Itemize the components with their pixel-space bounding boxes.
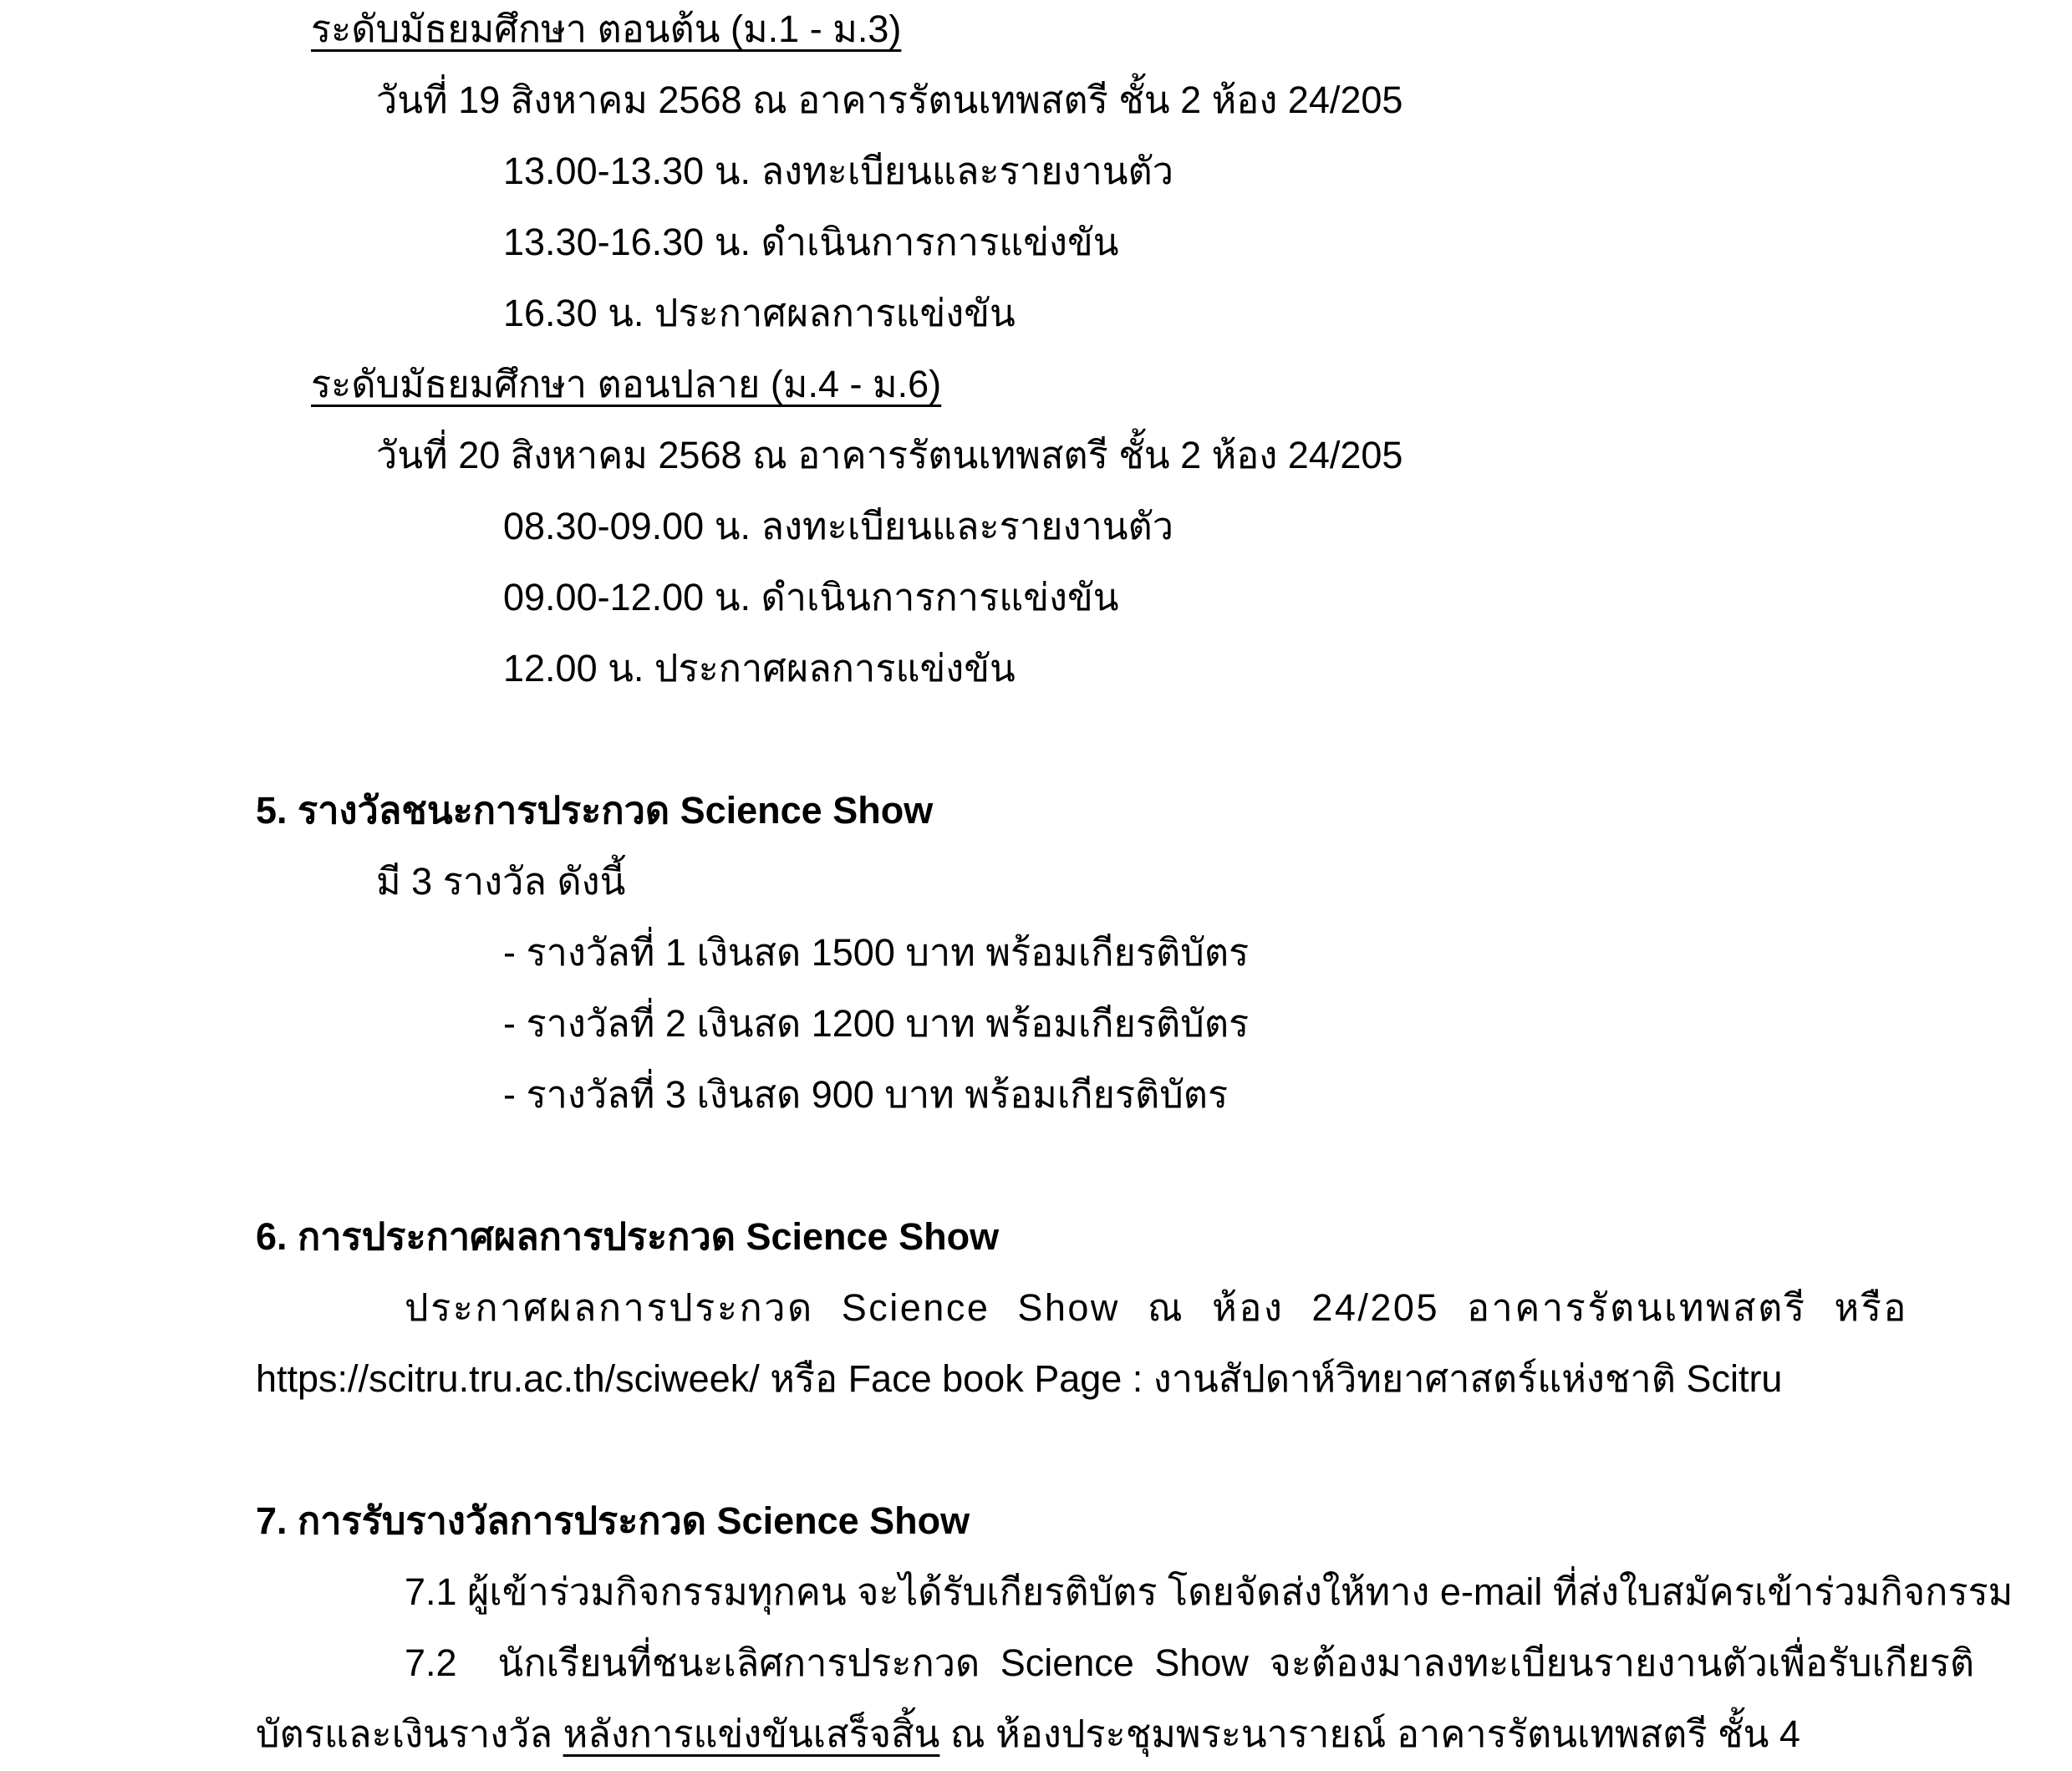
- senior-time-registration: 08.30-09.00 น. ลงทะเบียนและรายงานตัว: [503, 505, 1173, 547]
- junior-time-registration: 13.00-13.30 น. ลงทะเบียนและรายงานตัว: [503, 150, 1173, 192]
- senior-level-heading-text: ระดับมัธยมศึกษา ตอนปลาย (ม.4 - ม.6): [311, 363, 942, 405]
- section-7-item-7-2-line-2: [256, 1698, 2072, 1769]
- spacer: [0, 1130, 2072, 1201]
- section-6-body-line-1: ประกาศผลการประกวด Science Show ณ ห้อง 24/205 อาคารรัตนเทพสตรี หรือ: [405, 1286, 1908, 1329]
- section-7-item-7-1: 7.1 ผู้เข้าร่วมกิจกรรมทุกคน จะได้รับเกียรติบัตร โดยจัดส่งให้ทาง e-mail ที่ส่งใบสมัครเข้าร่วมกิจกรรม: [405, 1570, 2013, 1613]
- senior-date-line: วันที่ 20 สิงหาคม 2568 ณ อาคารรัตนเทพสตรี ชั้น 2 ห้อง 24/205: [376, 434, 1403, 476]
- junior-date-line: วันที่ 19 สิงหาคม 2568 ณ อาคารรัตนเทพสตรี ชั้น 2 ห้อง 24/205: [376, 79, 1403, 121]
- prize-item-3: - รางวัลที่ 3 เงินสด 900 บาท พร้อมเกียรติบัตร: [503, 1073, 1229, 1116]
- section-6-body-line-2: https://scitru.tru.ac.th/sciweek/ หรือ Face book Page : งานสัปดาห์วิทยาศาสตร์แห่งชาติ Scitru: [256, 1357, 1783, 1400]
- section-5-heading: 5. รางวัลชนะการประกวด Science Show: [256, 789, 934, 832]
- senior-level-heading: [311, 349, 2072, 420]
- junior-level-heading-text: ระดับมัธยมศึกษา ตอนต้น (ม.1 - ม.3): [311, 8, 902, 50]
- section-6-heading: 6. การประกาศผลการประกวด Science Show: [256, 1215, 1000, 1258]
- senior-time-results: 12.00 น. ประกาศผลการแข่งขัน: [503, 647, 1016, 690]
- senior-time-competition: 09.00-12.00 น. ดำเนินการการแข่งขัน: [503, 576, 1119, 618]
- section-7-heading: 7. การรับรางวัลการประกวด Science Show: [256, 1499, 970, 1542]
- prize-item-1: - รางวัลที่ 1 เงินสด 1500 บาท พร้อมเกียรติบัตร: [503, 931, 1250, 974]
- junior-level-heading: [311, 0, 2072, 64]
- section-5-intro: มี 3 รางวัล ดังนี้: [376, 860, 626, 903]
- junior-time-results: 16.30 น. ประกาศผลการแข่งขัน: [503, 292, 1016, 334]
- section-7-item-7-2-line-1: 7.2 นักเรียนที่ชนะเลิศการประกวด Science Show จะต้องมาลงทะเบียนรายงานตัวเพื่อรับเกียรติ: [405, 1641, 1975, 1684]
- item-7-2-line-2-suffix: ณ ห้องประชุมพระนารายณ์ อาคารรัตนเทพสตรี ชั้น 4: [939, 1712, 1800, 1755]
- spacer: [0, 704, 2072, 775]
- prize-item-2: - รางวัลที่ 2 เงินสด 1200 บาท พร้อมเกียรติบัตร: [503, 1002, 1250, 1045]
- item-7-2-line-2-underlined-phrase: หลังการแข่งขันเสร็จสิ้น: [563, 1712, 940, 1755]
- spacer: [0, 1414, 2072, 1485]
- junior-time-competition: 13.30-16.30 น. ดำเนินการการแข่งขัน: [503, 221, 1119, 263]
- item-7-2-line-2-prefix: บัตรและเงินรางวัล: [256, 1712, 563, 1755]
